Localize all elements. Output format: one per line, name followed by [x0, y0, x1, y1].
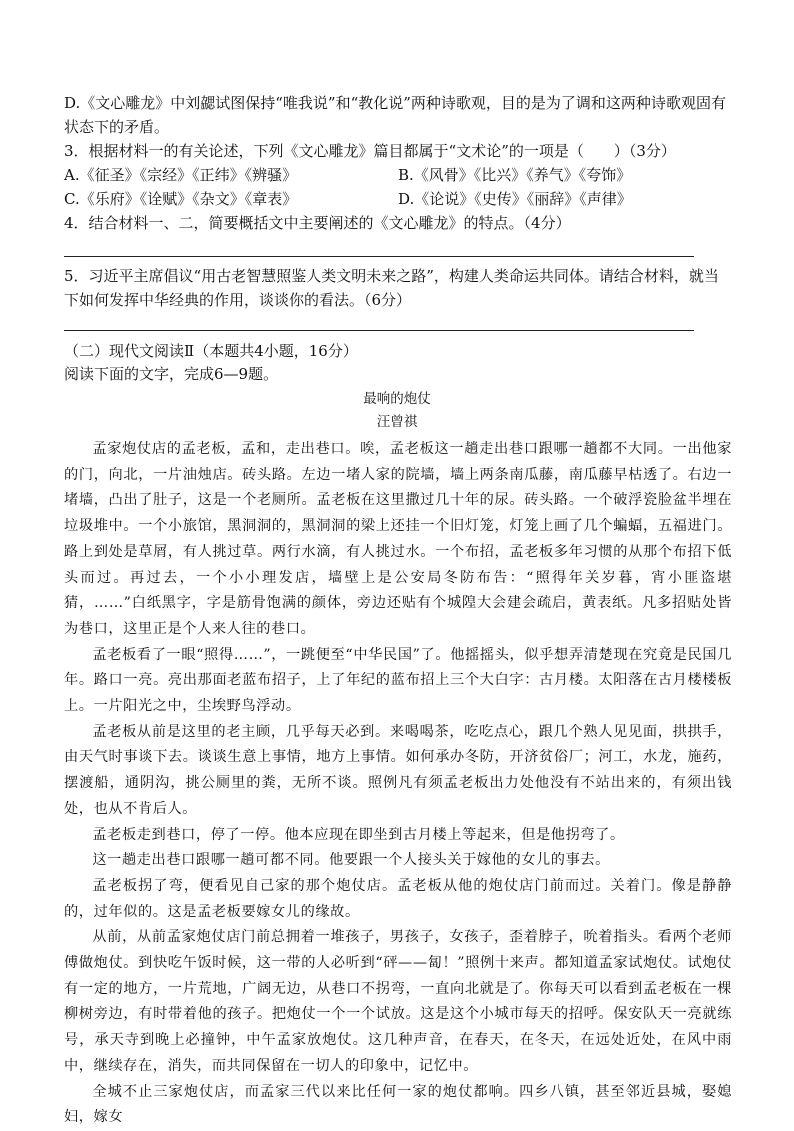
article-paragraph: 这一趟走出巷口跟哪一趟可都不同。他要跟一个人接头关于嫁他的女儿的事去。: [92, 852, 610, 869]
article-paragraph: 孟家炮仗店的孟老板，孟和，走出巷口。唉，孟老板这一趟走出巷口跟哪一趟都不大同。一出他家的门，向北，一片油烛店。砖头路。左边一堵人家的院墙，墙上两条南瓜藤，南瓜藤早枯透了。右边一堵墙，凸出了肚子，这是一个老厕所。孟老板在这里撒过几十年的尿。砖头路。一个破浮瓷脸盆半埋在垃圾堆中。一个小旅馆，黑洞洞的，黑洞洞的梁上还挂一个旧灯笼，灯笼上画了几个蝙蝠，五福进门。路上到处是草屑，有人挑过草。两行水滴，有人挑过水。一个布招，孟老板多年习惯的从那个布招下低头而过。再过去，一个小小理发店，墙壁上是公安局冬防布告：“照得年关岁暮，宵小匪盗堪猜，……”白纸黑字，字是筋骨饱满的颜体，旁边还贴有个城隍大会建会疏启，黄表纸。凡多招贴处皆为巷口，这里正是个人来人往的巷口。: [64, 441, 732, 637]
article-paragraph: 全城不止三家炮仗店，而孟家三代以来比任何一家的炮仗都响。四乡八镇，甚至邻近县城，娶媳妇，嫁女: [64, 1083, 732, 1126]
q3-stem: 3．根据材料一的有关论述，下列《文心雕龙》篇目都属于“文术论”的一项是（ ）（3分）: [64, 142, 676, 160]
q3-option-a: A.《征圣》《宗经》《正纬》《辨骚》: [64, 166, 298, 184]
section-heading: （二）现代文阅读Ⅱ（本题共4小题，16分）: [64, 342, 358, 360]
q2-option-d: D.《文心雕龙》中刘勰试图保持“唯我说”和“教化说”两种诗歌观，目的是为了调和这两种诗歌观固有状态下的矛盾。: [64, 94, 726, 136]
article-title: 最响的炮仗: [363, 391, 431, 407]
q4-answer-line[interactable]: [64, 256, 694, 257]
q3-option-d: D.《论说》《史传》《丽辞》《声律》: [398, 190, 632, 208]
article-paragraph: 从前，从前孟家炮仗店门前总拥着一堆孩子，男孩子，女孩子，歪着脖子，吮着指头。看两个老师傅做炮仗。到快吃午饭时候，这一带的人必听到“砰——匐！”照例十来声。都知道孟家试炮仗。试炮仗有一定的地方，一片荒地，广阔无边，从巷口不拐弯，一直向北就是了。你每天可以看到孟老板在一棵柳树旁边，有时带着他的孩子。把炮仗一个一个试放。这是这个小城市每天的招呼。保安队天一亮就练号，承天寺到晚上必撞钟，中午孟家放炮仗。这几种声音，在春天，在冬天，在远处近处，在风中雨中，继续存在，消失，而共同保留在一切人的印象中，记忆中。: [64, 929, 732, 1074]
article-paragraph: 孟老板走到巷口，停了一停。他本应现在即坐到古月楼上等起来，但是他拐弯了。: [92, 826, 625, 843]
q4-stem: 4．结合材料一、二，简要概括文中主要阐述的《文心雕龙》的特点。（4分）: [64, 214, 571, 232]
q5-answer-line[interactable]: [64, 330, 694, 331]
q5-stem: 5．习近平主席倡议“用古老智慧照鉴人类文明未来之路”，构建人类命运共同体。请结合材料，就当下如何发挥中华经典的作用，谈谈你的看法。（6分）: [64, 267, 719, 309]
article-author: 汪曾祺: [376, 414, 418, 430]
q3-option-b: B.《风骨》《比兴》《养气》《夸饰》: [398, 166, 632, 184]
article-paragraph: 孟老板看了一眼“照得……”，一跳便至“中华民国”了。他摇摇头，似乎想弄清楚现在究竟是民国几年。路口一亮。亮出那面老蓝布招子，上了年纪的蓝布招上三个大白字：古月楼。太阳落在古月楼楼板上。一片阳光之中，尘埃野鸟浮动。: [64, 646, 732, 715]
article-paragraph: 孟老板从前是这里的老主顾，几乎每天必到。来喝喝茶，吃吃点心，跟几个熟人见见面，拱拱手，由天气时事谈下去。谈谈生意上事情，地方上事情。如何承办冬防，开济贫俗厂；河工，水龙，施药，摆渡船，通阴沟，挑公厕里的粪，无所不谈。照例凡有须孟老板出力处他没有不站出来的，有须出钱处，也从不肯后人。: [64, 723, 732, 817]
article-paragraph: 孟老板拐了弯，便看见自己家的那个炮仗店。孟老板从他的炮仗店门前而过。关着门。像是静静的，过年似的。这是孟老板要嫁女儿的缘故。: [64, 877, 732, 920]
q3-option-c: C.《乐府》《诠赋》《杂文》《章表》: [64, 190, 298, 208]
article-body: [64, 437, 732, 1131]
reading-instruction: 阅读下面的文字，完成6—9题。: [64, 365, 279, 383]
